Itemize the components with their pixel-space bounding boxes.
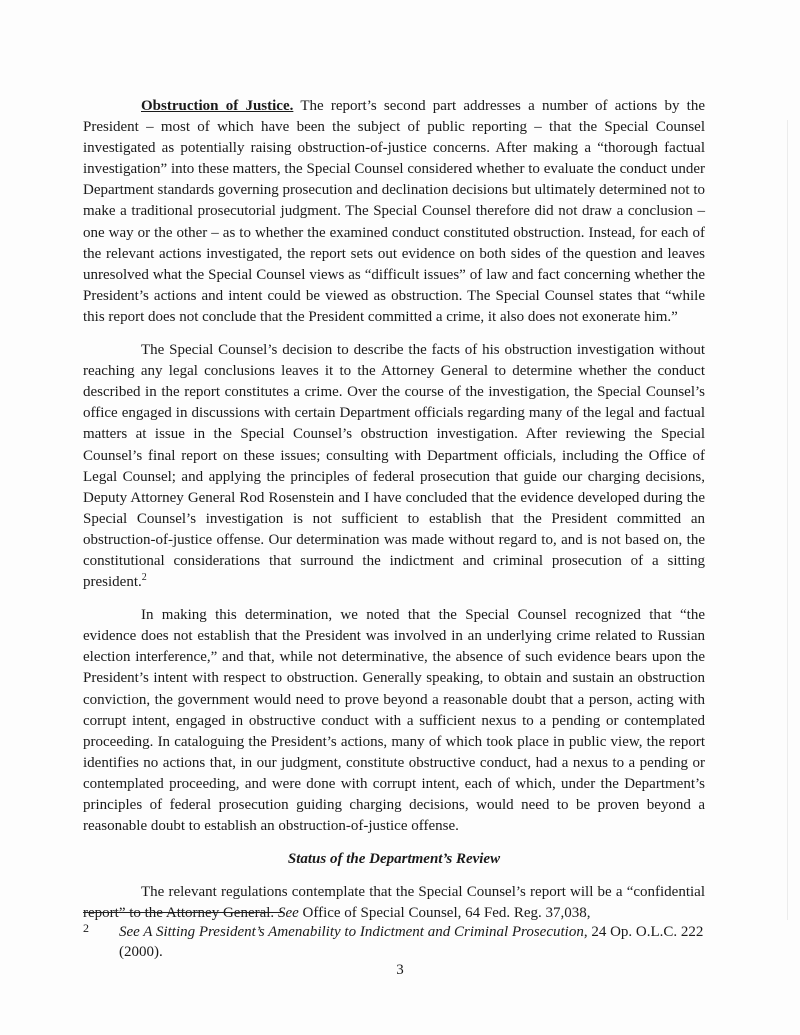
paragraph-obstruction bbox=[83, 96, 705, 328]
body-text bbox=[83, 96, 705, 936]
footnote-reference[interactable]: 2 bbox=[141, 572, 147, 584]
paragraph-regulations bbox=[83, 882, 705, 924]
section-heading: Status of the Department’s Review bbox=[287, 851, 501, 868]
footnote-title: A Sitting President’s Amenability to Indictment and Criminal Prosecution bbox=[139, 924, 584, 940]
footnote-text bbox=[119, 922, 705, 962]
paragraph-text-continued: Office of Special Counsel, 64 Fed. Reg. 37,038, bbox=[298, 905, 591, 922]
footnote-see-signal: See bbox=[119, 924, 140, 940]
footnote-divider bbox=[83, 912, 283, 913]
paragraph-text: The relevant regulations contemplate that the Special Counsel’s report will be a “confidential report” to the Attorney General. bbox=[83, 884, 705, 922]
paragraph-determination bbox=[83, 605, 705, 837]
paragraph-text: In making this determination, we noted that the Special Counsel recognized that “the evidence does not establish that the President was involved in an underlying crime related to Russian election interference,” and that, while not determinative, the absence of such evidence bears upon the President’s intent with respect to obstruction. Generally speaking, to obtain and sustain an obstruction conviction, the government would need to prove beyond a reasonable doubt that a person, acting with corrupt intent, engaged in obstructive conduct with a sufficient nexus to a pending or contemplated proceeding. In cataloguing the President’s actions, many of which took place in public view, the report identifies no actions that, in our judgment, constitute obstructive conduct, had a nexus to a pending or contemplated proceeding, and were done with corrupt intent, each of which, under the Department’s principles of federal prosecution guiding charging decisions, would need to be proven beyond a reasonable doubt to establish an obstruction-of-justice offense. bbox=[83, 607, 705, 835]
page-number: 3 bbox=[396, 962, 404, 978]
footnote-number: 2 bbox=[83, 921, 89, 935]
paragraph-decision bbox=[83, 340, 705, 593]
paragraph-text: The Special Counsel’s decision to describe the facts of his obstruction investigation without reaching any legal conclusions leaves it to the Attorney General to determine whether the conduct described in the report constitutes a crime. Over the course of the investigation, the Special Counsel’s office engaged in discussions with certain Department officials regarding many of the legal and factual matters at issue in the Special Counsel’s obstruction investigation. After reviewing the Special Counsel’s final report on these issues; consulting with Department officials, including the Office of Legal Counsel; and applying the principles of federal prosecution that guide our charging decisions, Deputy Attorney General Rod Rosenstein and I have concluded that the evidence developed during the Special Counsel’s investigation is not sufficient to establish that the President committed an obstruction-of-justice offense. Our determination was made without regard to, and is not based on, the constitutional considerations that surround the indictment and criminal prosecution of a sitting president. bbox=[83, 342, 705, 591]
scan-edge-line bbox=[787, 120, 788, 920]
paragraph-heading: Obstruction of Justice. bbox=[141, 98, 294, 114]
paragraph-text: The report’s second part addresses a number of actions by the President – most of which have been the subject of public reporting – that the Special Counsel investigated as potentially raising obstruction-of-justice concerns. After making a “thorough factual investigation” into these matters, the Special Counsel considered whether to evaluate the conduct under Department standards governing prosecution and declination decisions but ultimately determined not to make a traditional prosecutorial judgment. The Special Counsel therefore did not draw a conclusion – one way or the other – as to whether the examined conduct constituted obstruction. Instead, for each of the relevant actions investigated, the report sets out evidence on both sides of the question and leaves unresolved what the Special Counsel views as “difficult issues” of law and fact concerning whether the President’s actions and intent could be viewed as obstruction. The Special Counsel states that “while this report does not conclude that the President committed a crime, it also does not exonerate him.” bbox=[83, 98, 705, 325]
see-signal: See bbox=[277, 905, 299, 922]
footnote bbox=[83, 922, 705, 962]
footnote-citation: , 24 Op. O.L.C. 222 (2000). bbox=[119, 924, 704, 960]
